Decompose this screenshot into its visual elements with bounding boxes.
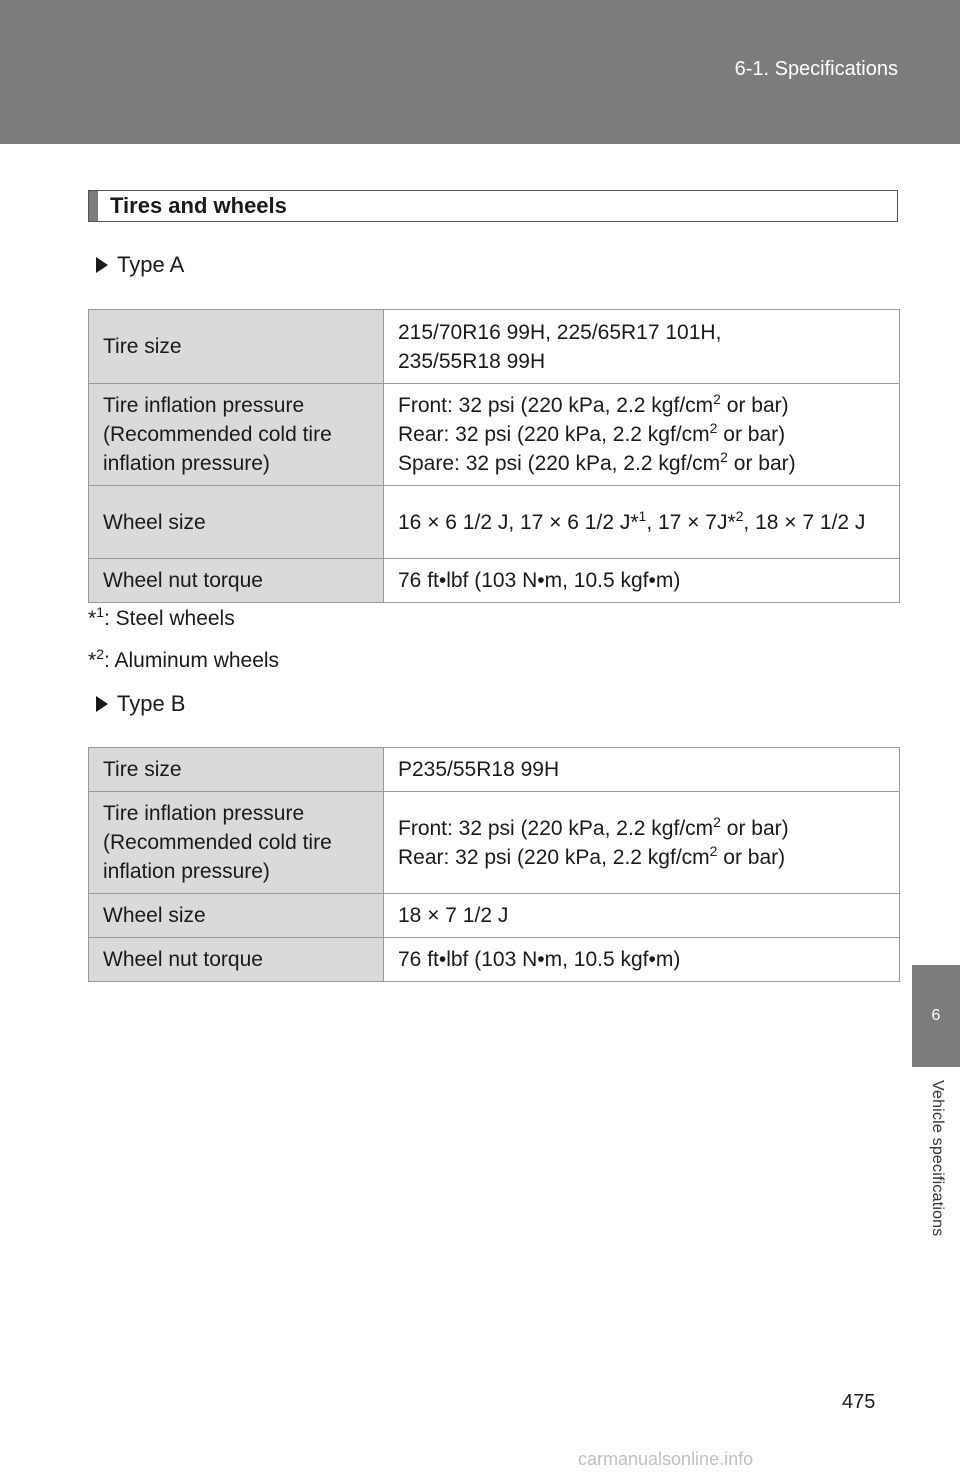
table-row	[89, 792, 900, 894]
row-key: Tire inflation pressure (Recommended cold tire inflation pressure)	[89, 792, 384, 894]
header-band	[0, 0, 960, 144]
row-value: Front: 32 psi (220 kPa, 2.2 kgf/$cm^2$ or bar) Rear: 32 psi (220 kPa, 2.2 kgf/$cm^2$ or bar) Spare: 32 psi (220 kPa, 2.2 kgf/$cm^2$ or bar)	[384, 384, 900, 486]
row-key: Tire size	[89, 310, 384, 384]
chapter-tab	[912, 965, 960, 1067]
type-a-label: Type A	[96, 252, 184, 278]
watermark: carmanualsonline.info	[578, 1449, 754, 1469]
section-title-text: Tires and wheels	[110, 193, 287, 218]
row-value: 18 × 7 1/2 J	[384, 894, 900, 938]
table-row	[89, 894, 900, 938]
row-value: 76 ft•lbf (103 N•m, 10.5 kgf•m)	[384, 938, 900, 982]
row-key: Wheel nut torque	[89, 938, 384, 982]
row-key: Wheel size	[89, 894, 384, 938]
row-value: Front: 32 psi (220 kPa, 2.2 kgf/$cm^2$ or bar) Rear: 32 psi (220 kPa, 2.2 kgf/$cm^2$ or bar)	[384, 792, 900, 894]
type-b-spec-table	[88, 747, 900, 982]
table-row	[89, 310, 900, 384]
row-value: 76 ft•lbf (103 N•m, 10.5 kgf•m)	[384, 559, 900, 603]
row-value: 215/70R16 99H, 225/65R17 101H, 235/55R18 99H	[384, 310, 900, 384]
chapter-label: Vehicle specifications	[929, 1080, 946, 1237]
row-key: Wheel nut torque	[89, 559, 384, 603]
triangle-bullet-icon	[96, 696, 108, 712]
row-key: Wheel size	[89, 486, 384, 559]
chapter-number: 6	[931, 1007, 941, 1024]
type-b-label: Type B	[96, 691, 185, 717]
footnote-1: *$^1$: Steel wheels	[88, 604, 235, 630]
type-a-spec-table	[88, 309, 900, 603]
footnote-2: *$^2$: Aluminum wheels	[88, 646, 280, 672]
table-row	[89, 384, 900, 486]
row-value: 16 × 6 1/2 J, 17 × 6 1/2 J*$^1$, 17 × 7J*$^2$, 18 × 7 1/2 J	[384, 486, 900, 559]
table-row	[89, 486, 900, 559]
table-row	[89, 938, 900, 982]
page-number: 475	[842, 1391, 876, 1413]
table-row	[89, 748, 900, 792]
section-header-title: 6-1. Specifications	[734, 58, 898, 80]
row-key: Tire size	[89, 748, 384, 792]
section-title	[88, 190, 898, 222]
row-value: P235/55R18 99H	[384, 748, 900, 792]
triangle-bullet-icon	[96, 257, 108, 273]
row-key: Tire inflation pressure (Recommended cold tire inflation pressure)	[89, 384, 384, 486]
table-row	[89, 559, 900, 603]
section-title-bar	[89, 191, 98, 221]
